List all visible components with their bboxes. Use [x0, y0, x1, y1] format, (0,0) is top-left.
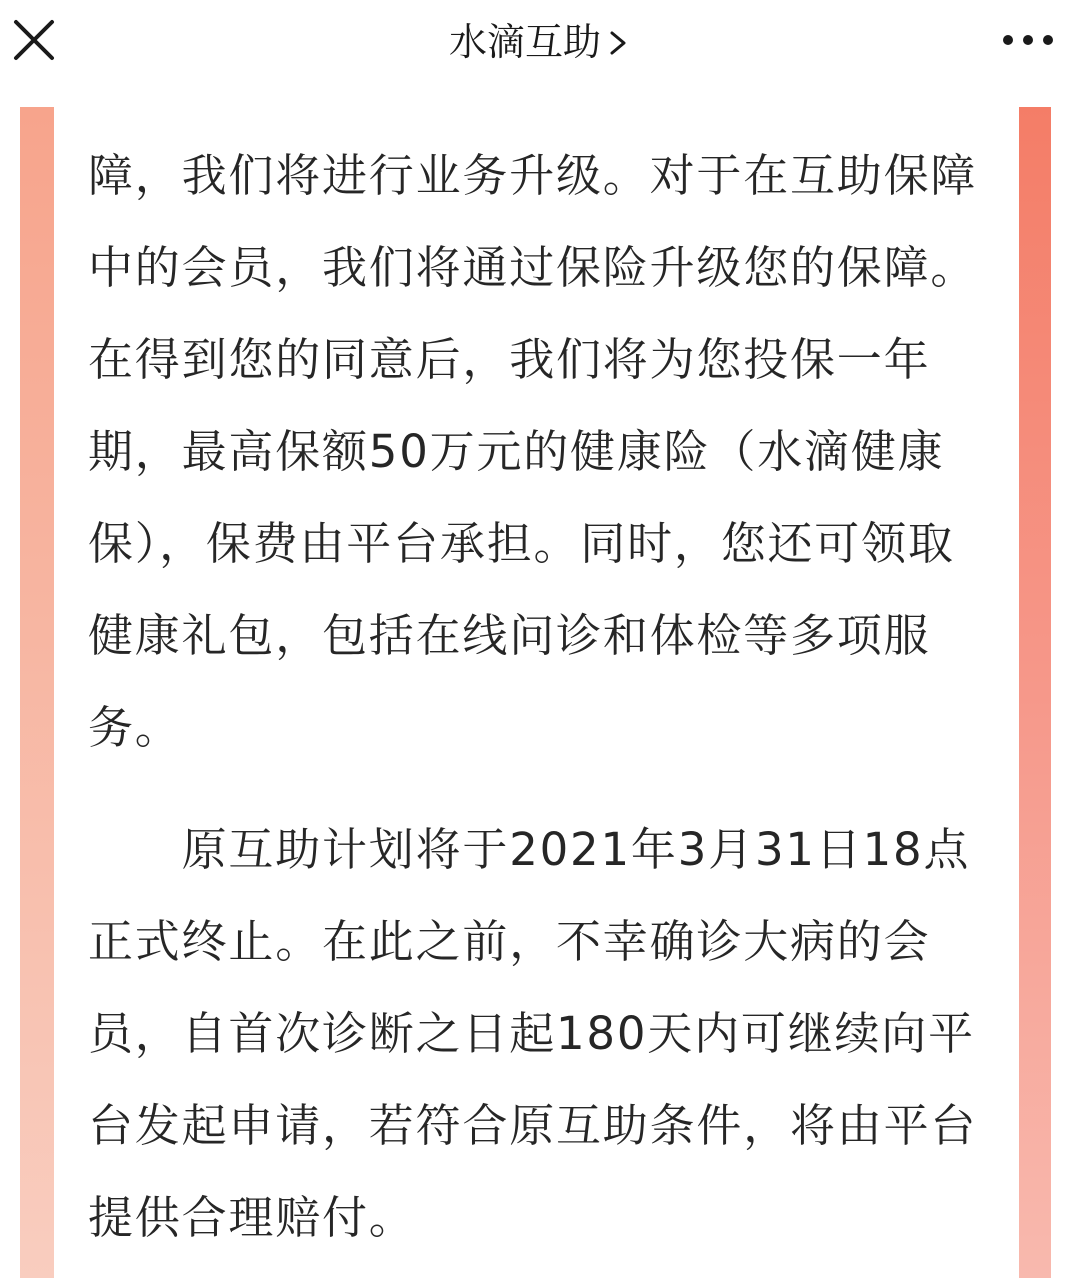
more-dots-icon[interactable] [1000, 28, 1056, 52]
article-frame-right [1019, 107, 1051, 1278]
paragraph-termination: 原互助计划将于2021年3月31日18点正式终止。在此之前，不幸确诊大病的会员，自首次诊断之日起180天内可继续向平台发起申请，若符合原互助条件，将由平台提供合理赔付。 [88, 823, 978, 1244]
top-navbar [0, 0, 1076, 84]
page-title: 水滴互助 [448, 20, 601, 64]
article-body [88, 130, 988, 1264]
account-title-link[interactable] [0, 16, 1076, 68]
chevron-right-icon [609, 30, 627, 56]
paragraph-upgrade: 障，我们将进行业务升级。对于在互助保障中的会员，我们将通过保险升级您的保障。在得到您的同意后，我们将为您投保一年期，最高保额50万元的健康险（水滴健康保），保费由平台承担。同时，您还可领取健康礼包，包括在线问诊和体检等多项服务。 [88, 149, 978, 754]
